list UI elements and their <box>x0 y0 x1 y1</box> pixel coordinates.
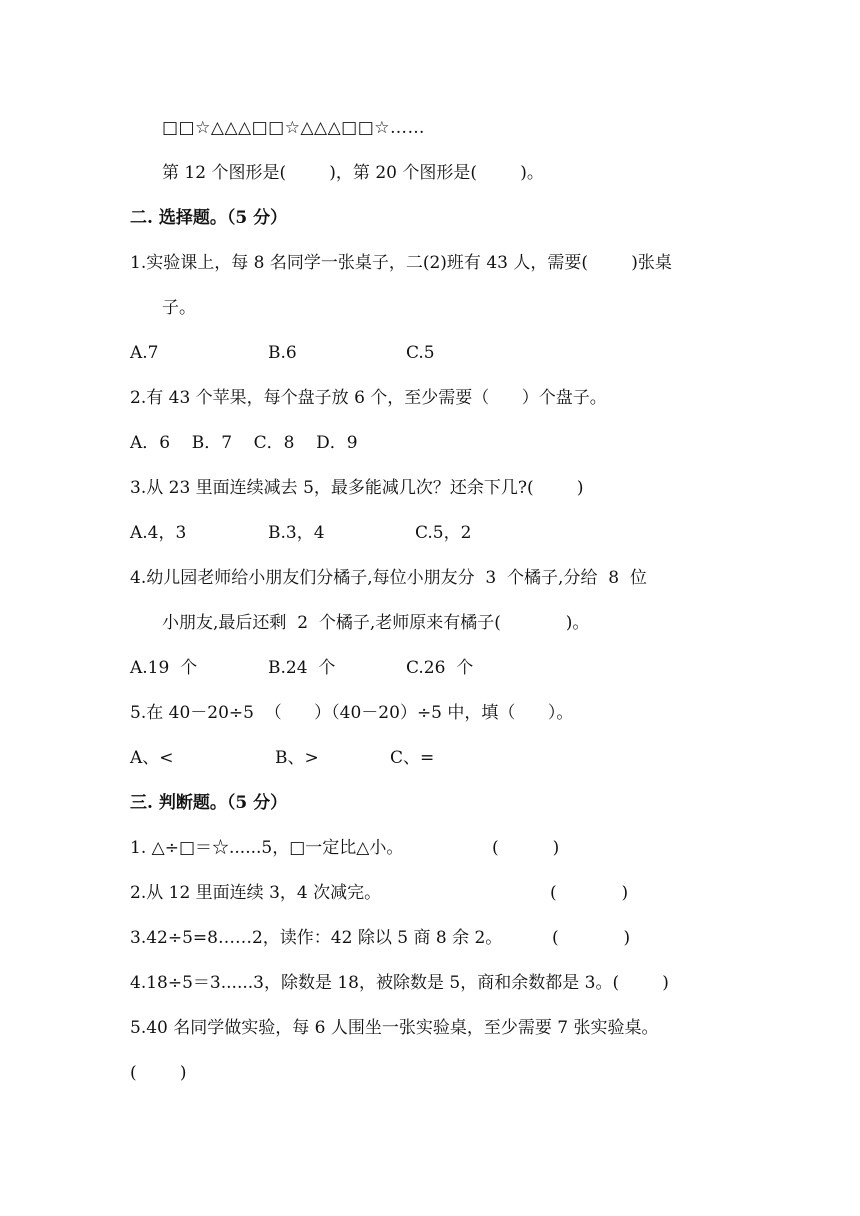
choice-q4-line1: 4.幼儿园老师给小朋友们分橘子,每位小朋友分 3 个橘子,分给 8 位 <box>130 568 647 588</box>
judge-q1-paren: ( ) <box>492 838 560 858</box>
pattern-question: 第 12 个图形是( )，第 20 个图形是( )。 <box>162 163 544 183</box>
judge-q3-paren: ( ) <box>552 928 631 948</box>
judge-q2-paren: ( ) <box>550 883 629 903</box>
choice-q1-line1: 1.实验课上，每 8 名同学一张桌子，二(2)班有 43 人，需要( )张桌 <box>130 253 672 273</box>
choice-q3: 3.从 23 里面连续减去 5，最多能减几次？还余下几?( ) <box>130 478 584 498</box>
section-3-title: 三. 判断题。（5 分） <box>130 793 288 813</box>
choice-q1-option-c: C.5 <box>406 343 435 363</box>
pattern-sequence: □□☆△△△□□☆△△△□□☆…… <box>162 118 426 138</box>
choice-q1-option-a: A.7 <box>130 343 159 363</box>
choice-q1-line2: 子。 <box>162 298 196 318</box>
choice-q5-option-a: A、< <box>130 748 174 768</box>
choice-q3-option-a: A.4，3 <box>130 523 187 543</box>
choice-q4-option-a: A.19 个 <box>130 658 198 678</box>
judge-q5-line2: ( ) <box>130 1063 187 1083</box>
choice-q3-option-b: B.3，4 <box>268 523 325 543</box>
choice-q1-option-b: B.6 <box>268 343 297 363</box>
choice-q4-option-b: B.24 个 <box>268 658 336 678</box>
choice-q4-line2: 小朋友,最后还剩 2 个橘子,老师原来有橘子( )。 <box>162 613 590 633</box>
judge-q1: 1. △÷□＝☆......5，□一定比△小。 <box>130 838 404 858</box>
choice-q4-option-c: C.26 个 <box>406 658 474 678</box>
choice-q5-option-c: C、= <box>390 748 435 768</box>
judge-q4: 4.18÷5＝3......3，除数是 18，被除数是 5，商和余数都是 3。( ) <box>130 973 669 993</box>
choice-q2: 2.有 43 个苹果，每个盘子放 6 个，至少需要（ ）个盘子。 <box>130 388 607 408</box>
judge-q5-line1: 5.40 名同学做实验，每 6 人围坐一张实验桌，至少需要 7 张实验桌。 <box>130 1018 659 1038</box>
choice-q5-option-b: B、> <box>275 748 319 768</box>
judge-q3: 3.42÷5=8……2，读作：42 除以 5 商 8 余 2。 <box>130 928 503 948</box>
choice-q5: 5.在 40－20÷5 （ ）（40－20）÷5 中，填（ ）。 <box>130 703 574 723</box>
choice-q2-options: A．6 B．7 C．8 D．9 <box>130 433 358 453</box>
choice-q3-option-c: C.5，2 <box>415 523 472 543</box>
section-2-title: 二. 选择题。（5 分） <box>130 208 288 228</box>
judge-q2: 2.从 12 里面连续 3，4 次减完。 <box>130 883 382 903</box>
